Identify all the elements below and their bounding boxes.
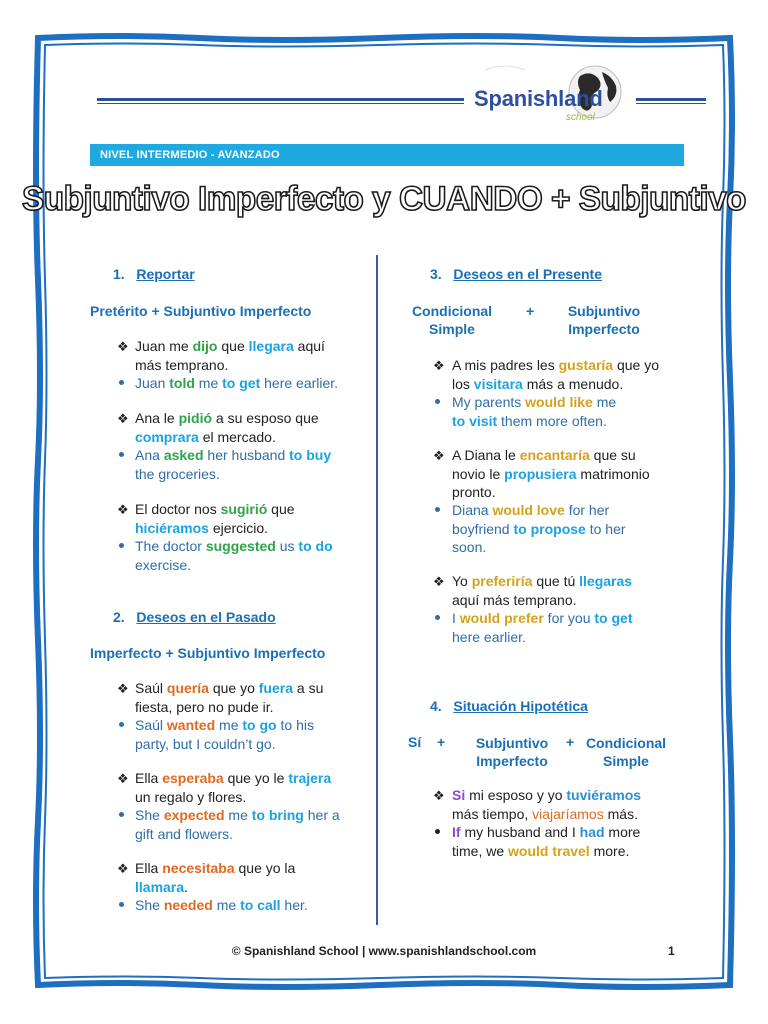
example-5-es: Ella esperaba que yo le trajera un regalo y flores. xyxy=(135,770,332,805)
section-3-number: 3. xyxy=(430,266,442,282)
example-2-en: Ana asked her husband to buy the groceries. xyxy=(135,447,332,482)
bullet-dot xyxy=(119,812,124,817)
section-1-formula: Pretérito + Subjuntivo Imperfecto xyxy=(90,303,312,319)
page-number: 1 xyxy=(668,944,675,958)
example-4-es: Saúl quería que yo fuera a su fiesta, pero no pude ir. xyxy=(135,680,324,715)
diamond-bullet-icon: ❖ xyxy=(117,339,129,354)
section-4-number: 4. xyxy=(430,698,442,714)
bullet-dot xyxy=(119,902,124,907)
section-1-heading xyxy=(113,266,195,282)
example-7-en: My parents would like me to visit them more often. xyxy=(452,394,617,429)
section-4-formula-plus-2: + xyxy=(566,734,575,750)
bullet-dot xyxy=(119,452,124,457)
diamond-bullet-icon: ❖ xyxy=(117,502,129,517)
example-4-en: Saúl wanted me to go to his party, but I couldn’t go. xyxy=(135,717,314,752)
logo-wordmark: Spanishland xyxy=(474,86,603,111)
bullet-dot xyxy=(119,722,124,727)
section-2-title: Deseos en el Pasado xyxy=(136,609,276,625)
example-8-es: A Diana le encantaría que su novio le propusiera matrimonio pronto. xyxy=(452,447,650,500)
example-5-en: She expected me to bring her a gift and flowers. xyxy=(135,807,340,842)
section-4-formula-si: Sí xyxy=(408,734,422,750)
example-10-en: If my husband and I had more time, we would travel more. xyxy=(452,824,641,859)
section-4-title: Situación Hipotética xyxy=(453,698,588,714)
diamond-bullet-icon: ❖ xyxy=(433,574,445,589)
section-1-number: 1. xyxy=(113,266,125,282)
example-6-en: She needed me to call her. xyxy=(135,897,308,913)
diamond-bullet-icon: ❖ xyxy=(117,411,129,426)
bullet-dot xyxy=(435,507,440,512)
example-6-es: Ella necesitaba que yo la llamara. xyxy=(135,860,296,895)
diamond-bullet-icon: ❖ xyxy=(117,681,129,696)
footer-copyright: © Spanishland School | www.spanishlandschool.com xyxy=(231,944,537,958)
example-1-en: Juan told me to get here earlier. xyxy=(135,375,339,391)
section-4-formula-condicional: Condicional Simple xyxy=(585,735,667,769)
logo-subtitle: school xyxy=(566,112,595,123)
section-4-formula-subjuntivo: Subjuntivo Imperfecto xyxy=(475,735,549,769)
page-title: Subjuntivo Imperfecto y CUANDO + Subjuntivo xyxy=(21,180,747,218)
section-3-formula-left: Condicional Simple xyxy=(411,303,493,337)
section-3-heading xyxy=(430,266,602,282)
example-3-es: El doctor nos sugirió que hiciéramos ejercicio. xyxy=(135,501,295,536)
bullet-dot xyxy=(435,829,440,834)
diamond-bullet-icon: ❖ xyxy=(433,788,445,803)
example-10-es: Si mi esposo y yo tuviéramos más tiempo, viajaríamos más. xyxy=(452,787,642,822)
section-3-formula-right: Subjuntivo Imperfecto xyxy=(567,303,641,337)
section-4-formula-plus-1: + xyxy=(437,734,446,750)
example-2-es: Ana le pidió a su esposo que comprara el mercado. xyxy=(135,410,319,445)
section-3-formula-plus: + xyxy=(526,303,535,319)
diamond-bullet-icon: ❖ xyxy=(117,771,129,786)
diamond-bullet-icon: ❖ xyxy=(117,861,129,876)
bullet-dot xyxy=(435,615,440,620)
header-rule-right-thin xyxy=(636,103,706,104)
level-label: NIVEL INTERMEDIO - AVANZADO xyxy=(100,149,280,161)
section-4-heading xyxy=(430,698,588,714)
bullet-dot xyxy=(435,399,440,404)
diamond-bullet-icon: ❖ xyxy=(433,358,445,373)
section-1-title: Reportar xyxy=(136,266,195,282)
bullet-dot xyxy=(119,380,124,385)
example-1-es: Juan me dijo que llegara aquí más temprano. xyxy=(135,338,325,373)
header-rule-right xyxy=(636,98,706,101)
example-9-en: I would prefer for you to get here earlier. xyxy=(452,610,633,645)
header-rule-left xyxy=(97,98,464,101)
section-2-formula: Imperfecto + Subjuntivo Imperfecto xyxy=(90,645,326,661)
example-3-en: The doctor suggested us to do exercise. xyxy=(135,538,333,573)
bullet-dot xyxy=(119,543,124,548)
column-divider xyxy=(376,255,378,925)
header-rule-left-thin xyxy=(97,103,464,104)
diamond-bullet-icon: ❖ xyxy=(433,448,445,463)
section-2-heading xyxy=(113,609,276,625)
section-3-title: Deseos en el Presente xyxy=(453,266,602,282)
example-8-en: Diana would love for her boyfriend to propose to her soon. xyxy=(452,502,626,555)
section-2-number: 2. xyxy=(113,609,125,625)
example-9-es: Yo preferiría que tú llegaras aquí más temprano. xyxy=(452,573,633,608)
example-7-es: A mis padres les gustaría que yo los visitara más a menudo. xyxy=(452,357,660,392)
